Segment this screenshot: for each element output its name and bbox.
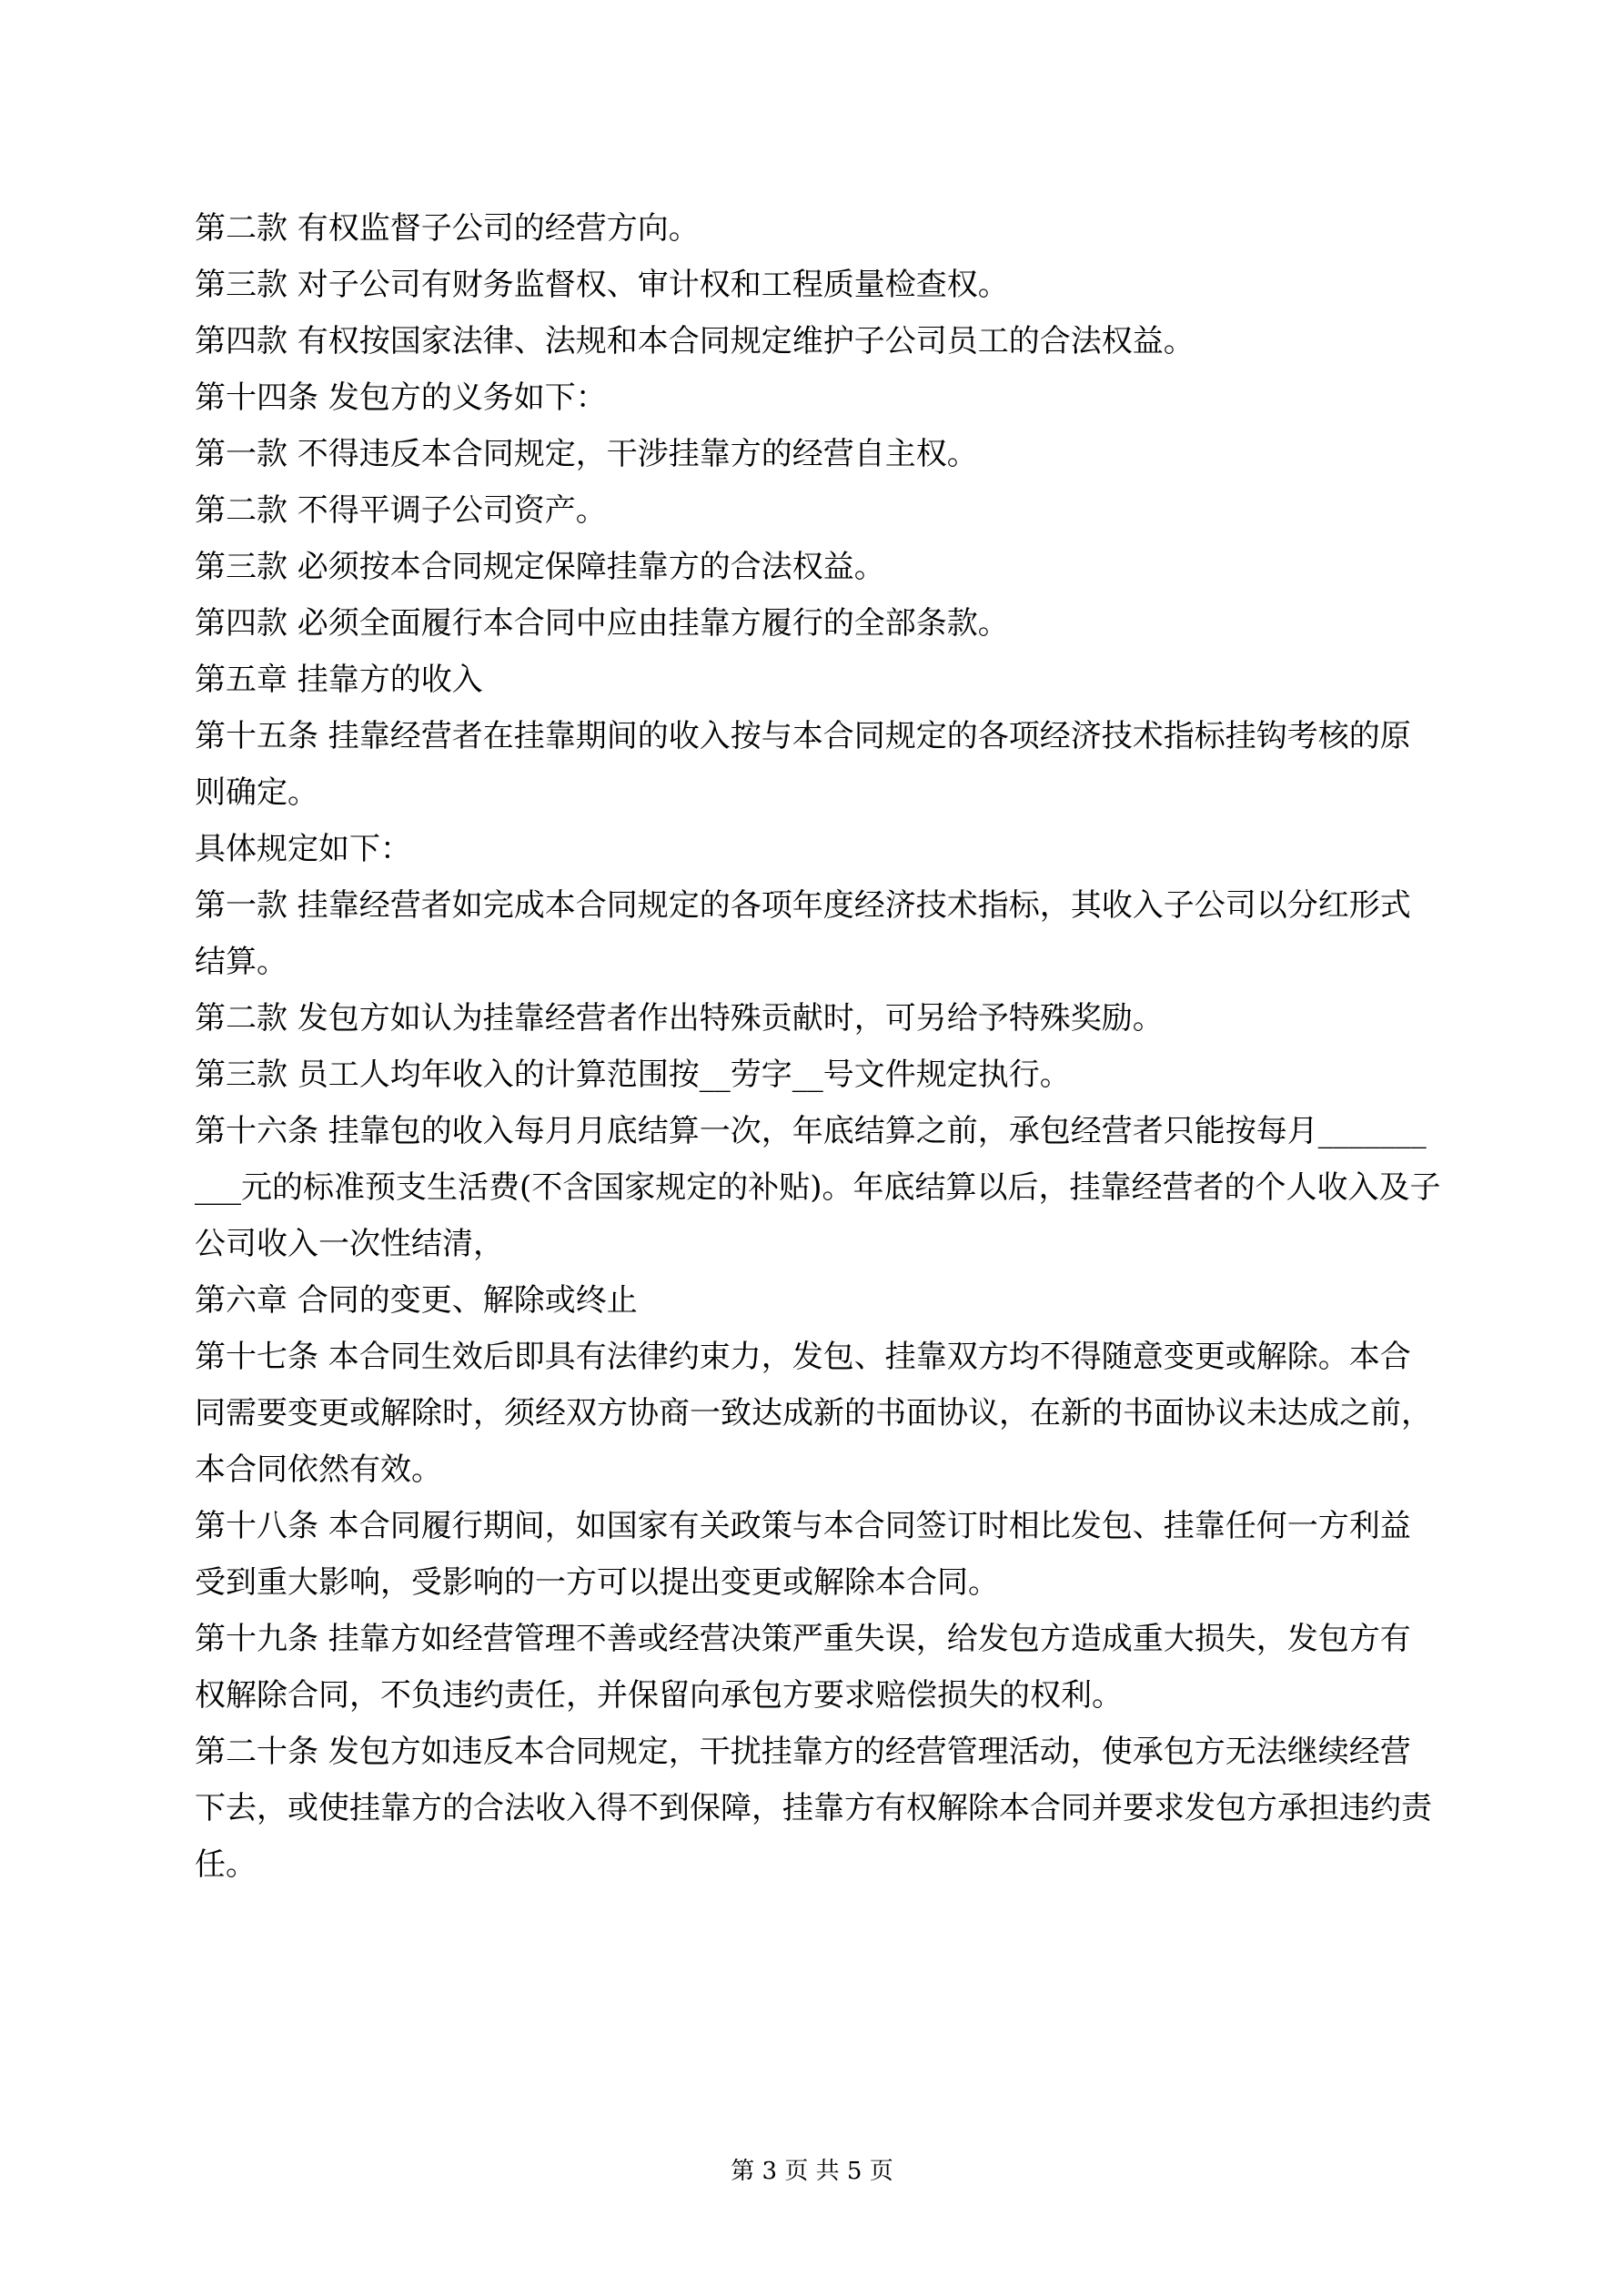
paragraph: 第一款 挂靠经营者如完成本合同规定的各项年度经济技术指标，其收入子公司以分红形式结算。 [195,887,1411,980]
paragraph: 第二款 不得平调子公司资产。 [195,492,607,529]
paragraph: 第十五条 挂靠经营者在挂靠期间的收入按与本合同规定的各项经济技术指标挂钩考核的原则确定。 [195,718,1411,811]
paragraph: 第四款 必须全面履行本合同中应由挂靠方履行的全部条款。 [195,605,1009,642]
document-body [195,200,1441,1893]
paragraph: 第十六条 挂靠包的收入每月月底结算一次，年底结算之前，承包经营者只能按每月__________元的标准预支生活费(不含国家规定的补贴)。年底结算以后，挂靠经营者的个人收入及子公司收入一次性结清， [195,1113,1441,1262]
paragraph: 第一款 不得违反本合同规定，干涉挂靠方的经营自主权。 [195,436,978,472]
paragraph: 第十八条 本合同履行期间，如国家有关政策与本合同签订时相比发包、挂靠任何一方利益受到重大影响，受影响的一方可以提出变更或解除本合同。 [195,1508,1411,1601]
chapter-heading: 第六章 合同的变更、解除或终止 [195,1282,638,1319]
paragraph: 具体规定如下： [195,831,411,867]
paragraph: 第十九条 挂靠方如经营管理不善或经营决策严重失误，给发包方造成重大损失，发包方有权解除合同，不负违约责任，并保留向承包方要求赔偿损失的权利。 [195,1621,1411,1714]
paragraph: 第二款 发包方如认为挂靠经营者作出特殊贡献时，可另给予特殊奖励。 [195,1000,1164,1037]
paragraph: 第十七条 本合同生效后即具有法律约束力，发包、挂靠双方均不得随意变更或解除。本合同需要变更或解除时，须经双方协商一致达成新的书面协议，在新的书面协议未达成之前，本合同依然有效。 [195,1339,1432,1488]
chapter-heading: 第五章 挂靠方的收入 [195,662,483,698]
paragraph: 第三款 必须按本合同规定保障挂靠方的合法权益。 [195,549,885,585]
paragraph: 第四款 有权按国家法律、法规和本合同规定维护子公司员工的合法权益。 [195,323,1195,359]
paragraph: 第十四条 发包方的义务如下： [195,379,607,416]
page-number: 第 3 页 共 5 页 [731,2158,893,2185]
paragraph: 第三款 员工人均年收入的计算范围按__劳字__号文件规定执行。 [195,1057,1071,1093]
paragraph: 第三款 对子公司有财务监督权、审计权和工程质量检查权。 [195,267,1009,303]
paragraph: 第二十条 发包方如违反本合同规定，干扰挂靠方的经营管理活动，使承包方无法继续经营下去，或使挂靠方的合法收入得不到保障，挂靠方有权解除本合同并要求发包方承担违约责任。 [195,1734,1432,1883]
paragraph: 第二款 有权监督子公司的经营方向。 [195,210,700,247]
